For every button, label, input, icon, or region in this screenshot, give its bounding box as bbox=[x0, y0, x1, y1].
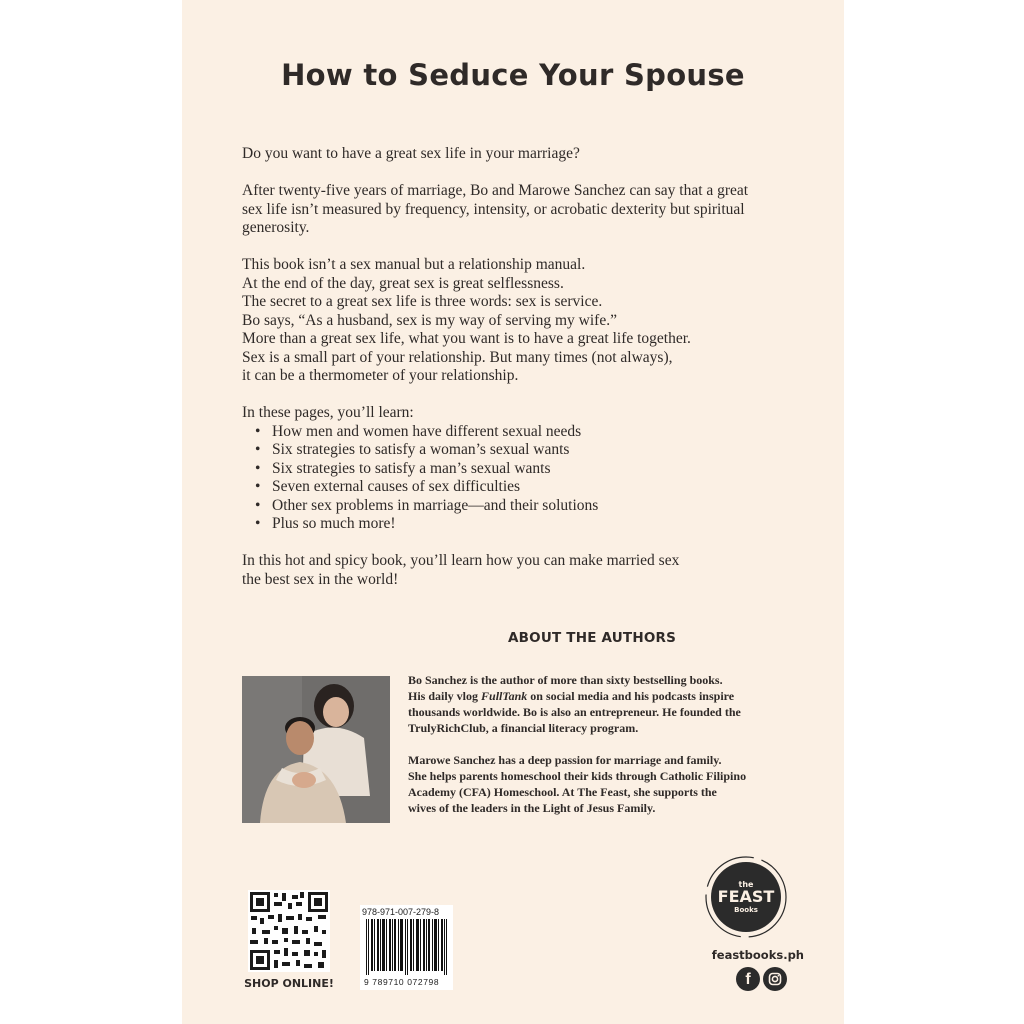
bio-line: His daily vlog bbox=[408, 689, 482, 703]
list-item: • Six strategies to satisfy a man’s sexual wants bbox=[242, 460, 802, 479]
list-item: • Other sex problems in marriage—and their solutions bbox=[242, 497, 802, 516]
manual-line: Bo says, “As a husband, sex is my way of serving my wife.” bbox=[242, 311, 617, 329]
manual-line: More than a great sex life, what you want is to have a great life together. bbox=[242, 330, 691, 347]
feast-books-logo bbox=[704, 855, 788, 939]
intro-line: sex life isn’t measured by frequency, intensity, or acrobatic dexterity but spiritual bbox=[242, 200, 745, 218]
social-links bbox=[736, 967, 788, 991]
barcode-digits: 9 789710 072798 bbox=[364, 977, 440, 987]
closing-line: the best sex in the world! bbox=[242, 570, 399, 588]
authors-photo-illustration bbox=[242, 676, 390, 823]
learn-list bbox=[242, 423, 802, 534]
shop-online-label: SHOP ONLINE! bbox=[244, 977, 334, 990]
bio-line: thousands worldwide. Bo is also an entrepreneur. He founded the bbox=[408, 705, 741, 719]
book-back-cover bbox=[182, 0, 844, 1024]
website-url[interactable]: feastbooks.ph bbox=[711, 948, 804, 962]
isbn-barcode bbox=[360, 905, 453, 990]
bo-bio bbox=[408, 672, 808, 736]
bio-line: wives of the leaders in the Light of Jesus Family. bbox=[408, 801, 656, 815]
bio-line: Bo Sanchez is the author of more than sixty bestselling books. bbox=[408, 673, 723, 687]
authors-bio bbox=[408, 672, 808, 832]
book-title: How to Seduce Your Spouse bbox=[281, 58, 745, 92]
manual-line: it can be a thermometer of your relationship. bbox=[242, 367, 519, 384]
vlog-name: FullTank bbox=[481, 689, 528, 703]
isbn-number: 978-971-007-279-8 bbox=[362, 907, 440, 917]
instagram-icon[interactable] bbox=[763, 967, 787, 991]
bio-line: Marowe Sanchez has a deep passion for marriage and family. bbox=[408, 753, 722, 767]
authors-photo bbox=[242, 676, 390, 823]
intro-line: After twenty-five years of marriage, Bo and Marowe Sanchez can say that a great bbox=[242, 182, 749, 199]
intro-question: Do you want to have a great sex life in your marriage? bbox=[242, 145, 580, 162]
bio-line: TrulyRichClub, a financial literacy program. bbox=[408, 721, 639, 735]
learn-heading: In these pages, you’ll learn: bbox=[242, 404, 414, 421]
logo-line-feast: FEAST bbox=[717, 887, 775, 906]
intro-line: generosity. bbox=[242, 219, 310, 236]
list-item: • Plus so much more! bbox=[242, 515, 802, 534]
list-item: • How men and women have different sexual needs bbox=[242, 423, 802, 442]
list-item: • Six strategies to satisfy a woman’s sexual wants bbox=[242, 441, 802, 460]
blurb bbox=[242, 145, 802, 589]
bio-line: on social media and his podcasts inspire bbox=[527, 689, 735, 703]
logo-line-the: the bbox=[738, 880, 754, 889]
manual-line: At the end of the day, great sex is great selflessness. bbox=[242, 274, 564, 292]
manual-line: This book isn’t a sex manual but a relationship manual. bbox=[242, 256, 586, 273]
logo-line-books: Books bbox=[734, 906, 758, 914]
manual-line: Sex is a small part of your relationship. But many times (not always), bbox=[242, 348, 673, 366]
list-item: • Seven external causes of sex difficulties bbox=[242, 478, 802, 497]
manual-line: The secret to a great sex life is three words: sex is service. bbox=[242, 293, 603, 310]
qr-code-icon[interactable] bbox=[248, 890, 330, 972]
facebook-icon[interactable]: f bbox=[736, 967, 760, 991]
barcode-icon bbox=[366, 919, 448, 975]
bio-line: She helps parents homeschool their kids through Catholic Filipino bbox=[408, 769, 747, 783]
marowe-bio bbox=[408, 752, 808, 816]
bio-line: Academy (CFA) Homeschool. At The Feast, she supports the bbox=[408, 785, 717, 799]
about-authors-heading: ABOUT THE AUTHORS bbox=[508, 630, 677, 646]
closing-line: In this hot and spicy book, you’ll learn how you can make married sex bbox=[242, 552, 680, 569]
